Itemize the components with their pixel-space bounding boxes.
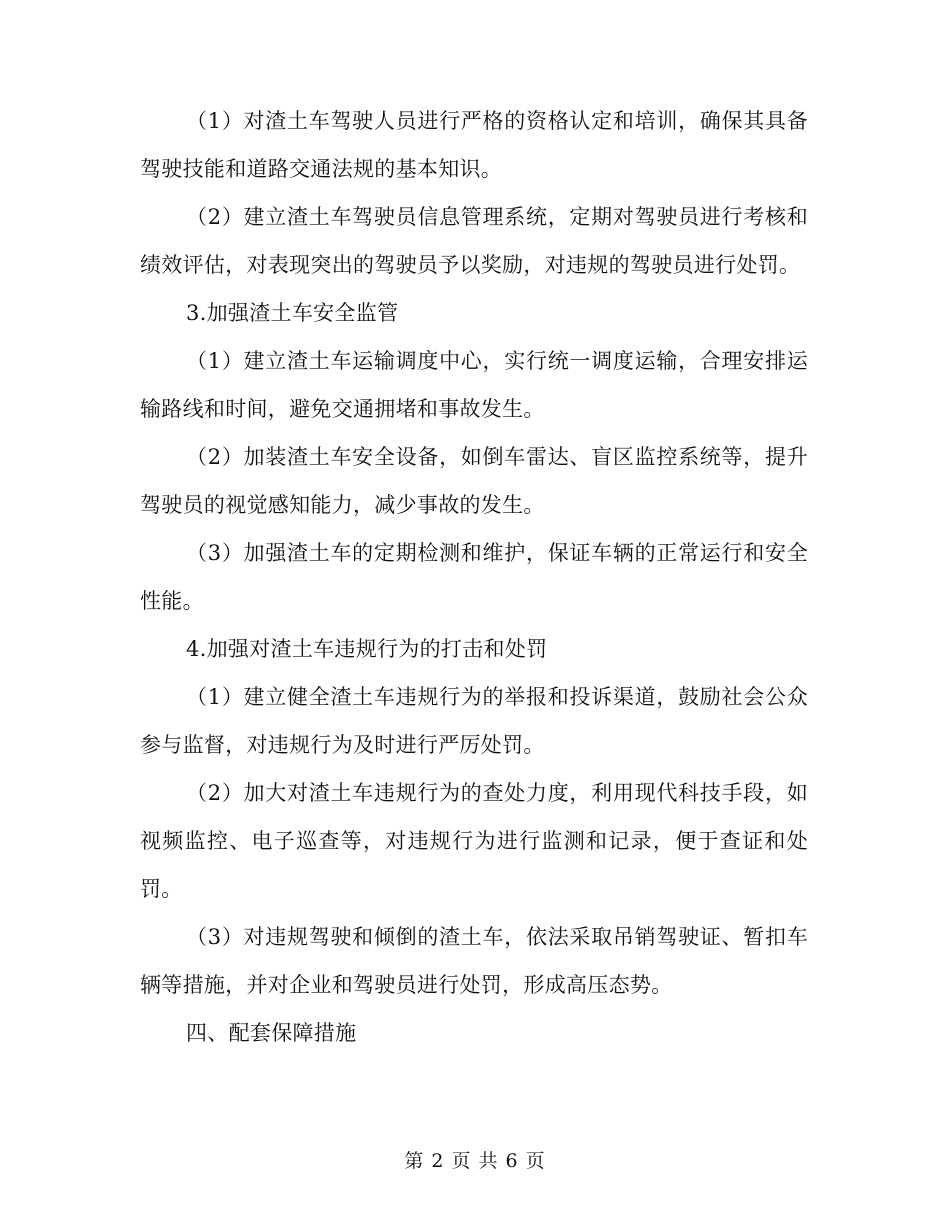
section-heading-violation-enforcement: 4.加强对渣土车违规行为的打击和处罚 — [186, 637, 548, 661]
paragraph-safety-equipment: （2）加装渣土车安全设备，如倒车雷达、盲区监控系统等，提升驾驶员的视觉感知能力，减少事故的发生。 — [140, 445, 808, 517]
document-body — [140, 97, 808, 1057]
section-heading-safety-supervision: 3.加强渣土车安全监管 — [186, 301, 399, 325]
section-heading-supporting-measures: 四、配套保障措施 — [186, 1021, 357, 1045]
paragraph-driver-management-system: （2）建立渣土车驾驶员信息管理系统，定期对驾驶员进行考核和绩效评估，对表现突出的驾驶员予以奖励，对违规的驾驶员进行处罚。 — [140, 205, 808, 277]
paragraph-driver-qualification: （1）对渣土车驾驶人员进行严格的资格认定和培训，确保其具备驾驶技能和道路交通法规的基本知识。 — [140, 109, 808, 181]
paragraph-dispatch-center: （1）建立渣土车运输调度中心，实行统一调度运输，合理安排运输路线和时间，避免交通拥堵和事故发生。 — [140, 349, 808, 421]
paragraph-reporting-channels: （1）建立健全渣土车违规行为的举报和投诉渠道，鼓励社会公众参与监督，对违规行为及时进行严厉处罚。 — [140, 685, 808, 757]
paragraph-inspection-maintenance: （3）加强渣土车的定期检测和维护，保证车辆的正常运行和安全性能。 — [140, 541, 808, 613]
paragraph-tech-enforcement: （2）加大对渣土车违规行为的查处力度，利用现代科技手段，如视频监控、电子巡查等，对违规行为进行监测和记录，便于查证和处罚。 — [140, 781, 808, 901]
page-number-footer: 第 2 页 共 6 页 — [404, 1150, 546, 1172]
paragraph-penalty-measures: （3）对违规驾驶和倾倒的渣土车，依法采取吊销驾驶证、暂扣车辆等措施，并对企业和驾驶员进行处罚，形成高压态势。 — [140, 925, 808, 997]
